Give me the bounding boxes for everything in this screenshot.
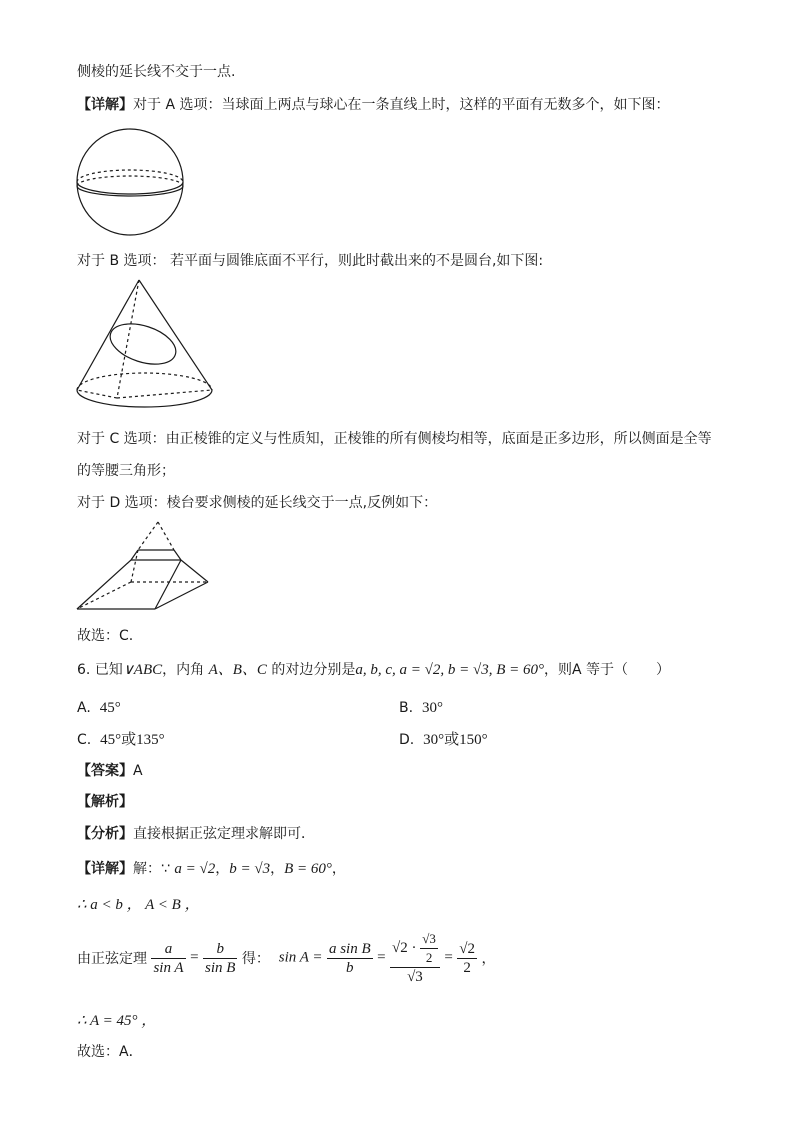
option-d[interactable]: [399, 731, 488, 749]
option-b-key: B.: [399, 700, 414, 716]
option-a-text: 45°: [99, 700, 121, 716]
step-2: ∴ a < b ， A < B ，: [77, 897, 200, 913]
stem-part-a: 已知: [94, 662, 123, 678]
question-6-stem: [77, 661, 670, 679]
sep-2: ，: [270, 861, 285, 877]
step-4: ∴ A = 45° ，: [77, 1013, 157, 1029]
stem-part-b: ，内角: [162, 662, 205, 678]
fraction-sqrt2-over-2: [457, 940, 477, 977]
step1-lead: 解：∵: [133, 861, 170, 877]
fenxi-line: [77, 825, 315, 843]
option-c-text: 45°或135°: [100, 732, 165, 748]
option-d-key: D.: [399, 732, 415, 748]
frac4-numerator: [390, 930, 440, 968]
cond-b: b = √3: [229, 861, 271, 877]
fenxi-text: 直接根据正弦定理求解即可．: [133, 826, 315, 842]
frac2-denominator: sin B: [204, 959, 236, 976]
fraction-a-over-sina: [151, 940, 185, 977]
step3-comma: ，: [481, 951, 496, 967]
frac4-inner: [420, 930, 438, 967]
text-line-5: 的等腰三角形；: [77, 463, 175, 479]
fraction-compound: [390, 930, 440, 986]
sin-a-label: sin A =: [278, 949, 323, 966]
cone-figure: [75, 278, 215, 412]
step-1: [77, 860, 346, 878]
step3-mid: 得：: [241, 951, 270, 967]
equals-2: =: [377, 949, 386, 966]
option-a-explanation: 对于 A 选项：当球面上两点与球心在一条直线上时，这样的平面有无数多个，如下图：: [133, 97, 670, 113]
frustum-figure: [75, 520, 215, 612]
sphere-figure: [75, 128, 187, 240]
option-b-text: 30°: [421, 700, 443, 716]
frac5-denominator: 2: [463, 959, 471, 976]
frac3-denominator: b: [346, 959, 354, 976]
text-line-6: 对于 D 选项：棱台要求侧棱的延长线交于一点,反例如下：: [77, 495, 438, 511]
frac4-sqrt2: √2 ·: [392, 939, 417, 956]
final-choice: 故选：A．: [77, 1044, 143, 1060]
option-a-key: A.: [77, 700, 91, 716]
sep-3: ，: [331, 861, 346, 877]
option-a[interactable]: [77, 699, 121, 717]
analysis-tag: 【解析】: [77, 794, 133, 810]
answer-line: [77, 762, 143, 780]
frac4-inner-num: √3: [420, 930, 438, 949]
question-number: 6.: [77, 662, 91, 678]
frac1-numerator: a: [151, 940, 185, 959]
stem-part-d: ，则A 等于（ ）: [544, 662, 671, 678]
text-line-1: 侧棱的延长线不交于一点.: [77, 64, 236, 80]
step-3: [77, 930, 495, 986]
vertex-labels: A、B、C: [208, 662, 267, 678]
cond-a: a = √2: [174, 861, 216, 877]
fraction-asinb-over-b: [327, 940, 373, 977]
given-conditions: a, b, c, a = √2, b = √3, B = 60°: [355, 662, 545, 678]
xiangjie-tag: 【详解】: [77, 861, 133, 877]
option-d-text: 30°或150°: [423, 732, 488, 748]
frac4-denominator: √3: [407, 969, 423, 985]
text-line-7: 故选：C.: [77, 628, 134, 644]
text-line-2: [77, 96, 669, 114]
step3-lead: 由正弦定理: [77, 951, 147, 967]
answer-tag: 【答案】: [77, 763, 133, 779]
fraction-b-over-sinb: [203, 940, 237, 977]
option-b[interactable]: [399, 699, 443, 717]
option-c[interactable]: [77, 731, 165, 749]
frac4-inner-den: 2: [425, 950, 433, 965]
stem-part-c: 的对边分别是: [271, 662, 356, 678]
cond-angle-b: B = 60°: [284, 861, 332, 877]
frac2-numerator: b: [203, 940, 237, 959]
fenxi-tag: 【分析】: [77, 826, 133, 842]
option-c-key: C.: [77, 732, 92, 748]
equals-3: =: [444, 949, 453, 966]
frac1-denominator: sin A: [153, 959, 184, 976]
detail-tag: 【详解】: [77, 97, 133, 113]
frac3-numerator: a sin B: [328, 940, 371, 957]
text-line-3: 对于 B 选项： 若平面与圆锥底面不平行，则此时截出来的不是圆台,如下图:: [77, 253, 544, 269]
equals-1: =: [190, 949, 199, 966]
frac5-numerator: √2: [459, 940, 475, 957]
sep-1: ，: [215, 861, 230, 877]
answer-value: A: [133, 763, 143, 779]
text-line-4: 对于 C 选项：由正棱锥的定义与性质知，正棱锥的所有侧棱均相等，底面是正多边形，所以侧面是全等: [77, 431, 712, 447]
triangle-label: ∨ABC: [122, 662, 163, 678]
